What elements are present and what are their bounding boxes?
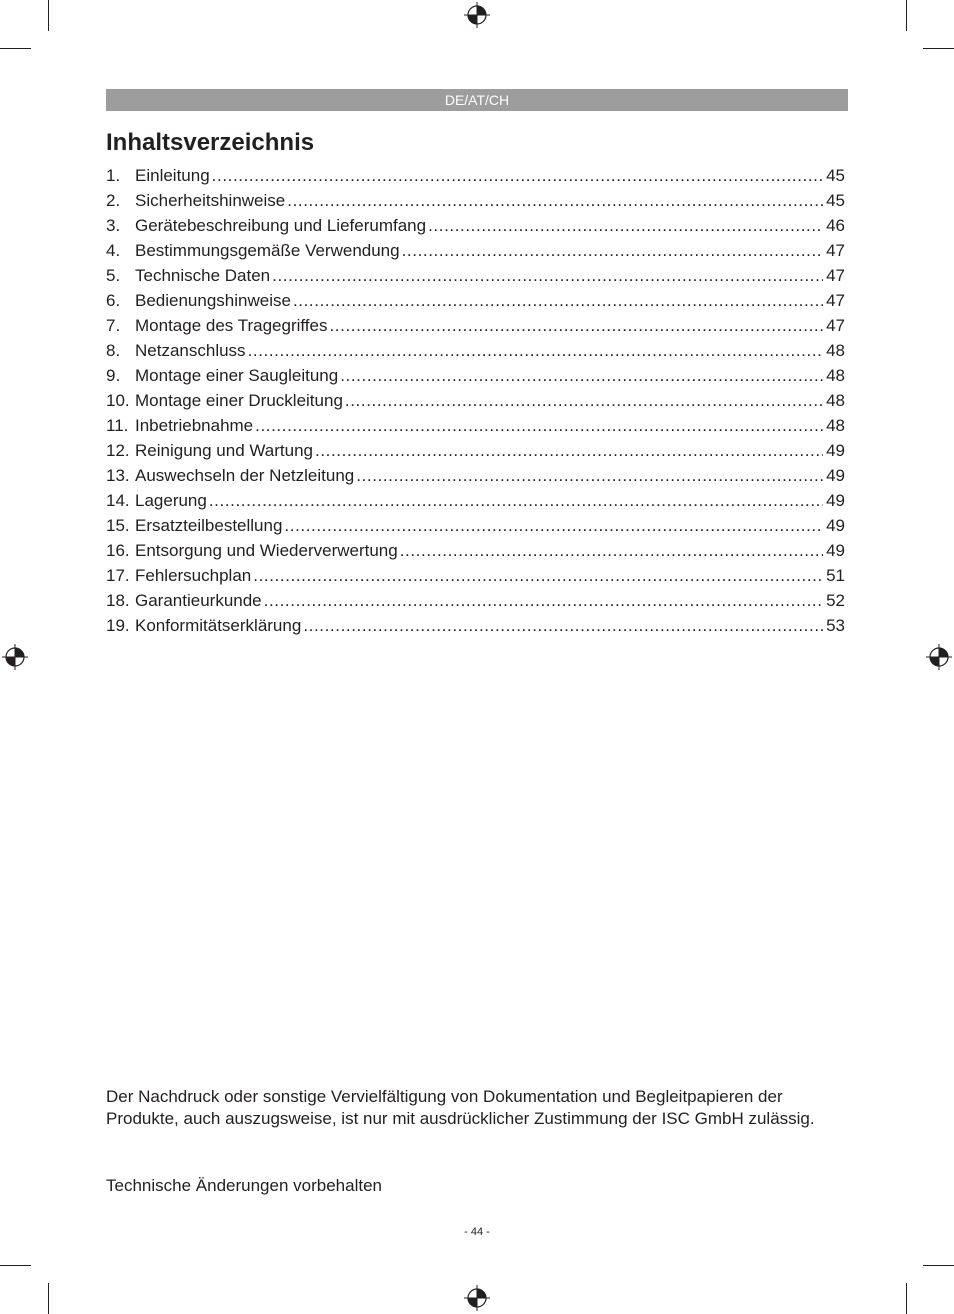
toc-entry[interactable] — [106, 238, 845, 263]
toc-entry-page: 49 — [826, 516, 845, 535]
toc-entry[interactable] — [106, 263, 845, 288]
toc-entry-title: Entsorgung und Wiederverwertung — [135, 541, 398, 560]
registration-mark-icon — [464, 2, 490, 28]
toc-entry[interactable] — [106, 163, 845, 188]
toc-entry-title: Montage einer Saugleitung — [135, 366, 339, 385]
toc-dot-leader — [293, 288, 823, 313]
toc-entry-title: Montage des Tragegriffes — [135, 316, 328, 335]
toc-entry-page: 53 — [826, 616, 845, 635]
toc-entry-page: 49 — [826, 466, 845, 485]
toc-entry-number: 9. — [106, 366, 121, 385]
toc-entry-number: 8. — [106, 341, 121, 360]
crop-mark — [923, 48, 954, 49]
toc-entry-title: Technische Daten — [135, 266, 271, 285]
toc-entry-number: 5. — [106, 266, 121, 285]
toc-entry-number: 4. — [106, 241, 121, 260]
page-title: Inhaltsverzeichnis — [106, 129, 315, 156]
crop-mark — [0, 48, 31, 49]
toc-entry-page: 48 — [826, 416, 845, 435]
toc-dot-leader — [356, 463, 823, 488]
toc-entry[interactable] — [106, 288, 845, 313]
toc-entry-page: 49 — [826, 541, 845, 560]
crop-mark — [0, 1265, 31, 1266]
toc-entry-page: 47 — [826, 266, 845, 285]
technical-changes-note: Technische Änderungen vorbehalten — [106, 1176, 382, 1195]
toc-entry-page: 45 — [826, 166, 845, 185]
toc-entry[interactable] — [106, 513, 845, 538]
toc-entry[interactable] — [106, 338, 845, 363]
toc-entry-title: Montage einer Druckleitung — [135, 391, 343, 410]
toc-entry[interactable] — [106, 363, 845, 388]
toc-entry-page: 47 — [826, 291, 845, 310]
toc-dot-leader — [400, 538, 823, 563]
toc-entry-title: Konformitätserklärung — [135, 616, 302, 635]
toc-entry-title: Bestimmungsgemäße Verwendung — [135, 241, 400, 260]
toc-entry-page: 47 — [826, 241, 845, 260]
toc-entry-page: 51 — [826, 566, 845, 585]
crop-mark — [906, 1283, 907, 1314]
table-of-contents — [106, 163, 845, 638]
toc-entry[interactable] — [106, 588, 845, 613]
toc-entry[interactable] — [106, 488, 845, 513]
toc-entry-number: 3. — [106, 216, 121, 235]
registration-mark-icon — [926, 644, 952, 670]
toc-entry-page: 48 — [826, 366, 845, 385]
toc-dot-leader — [255, 413, 823, 438]
copyright-notice: Der Nachdruck oder sonstige Vervielfältigung von Dokumentation und Begleitpapieren der Produkte, auch auszugsweise, ist nur mit ausdrücklicher Zustimmung der ISC GmbH zulässig. — [106, 1087, 815, 1128]
crop-mark — [923, 1265, 954, 1266]
toc-entry-number: 17. — [106, 566, 130, 585]
toc-entry-title: Lagerung — [135, 491, 207, 510]
toc-entry-title: Einleitung — [135, 166, 210, 185]
toc-entry-page: 52 — [826, 591, 845, 610]
toc-dot-leader — [402, 238, 823, 263]
toc-entry-page: 46 — [826, 216, 845, 235]
toc-entry[interactable] — [106, 388, 845, 413]
toc-entry-number: 15. — [106, 516, 130, 535]
toc-entry[interactable] — [106, 313, 845, 338]
toc-entry[interactable] — [106, 563, 845, 588]
toc-dot-leader — [284, 513, 823, 538]
toc-entry-page: 45 — [826, 191, 845, 210]
toc-dot-leader — [340, 363, 823, 388]
toc-dot-leader — [428, 213, 823, 238]
toc-entry-page: 49 — [826, 441, 845, 460]
toc-entry-page: 49 — [826, 491, 845, 510]
toc-entry-title: Fehlersuchplan — [135, 566, 252, 585]
toc-entry-number: 10. — [106, 391, 130, 410]
toc-entry[interactable] — [106, 463, 845, 488]
crop-mark — [48, 0, 49, 31]
toc-dot-leader — [303, 613, 823, 638]
toc-entry-number: 6. — [106, 291, 121, 310]
toc-entry-number: 12. — [106, 441, 130, 460]
toc-entry-number: 13. — [106, 466, 130, 485]
crop-mark — [906, 0, 907, 31]
toc-dot-leader — [209, 488, 823, 513]
toc-entry[interactable] — [106, 188, 845, 213]
toc-entry-number: 2. — [106, 191, 121, 210]
toc-dot-leader — [345, 388, 823, 413]
page-number: - 44 - — [464, 1226, 490, 1238]
toc-entry-page: 48 — [826, 391, 845, 410]
toc-entry-title: Reinigung und Wartung — [135, 441, 313, 460]
toc-dot-leader — [264, 588, 823, 613]
toc-entry-number: 11. — [106, 416, 129, 435]
toc-entry[interactable] — [106, 438, 845, 463]
toc-entry-title: Garantieurkunde — [135, 591, 262, 610]
toc-entry-title: Bedienungshinweise — [135, 291, 291, 310]
toc-entry-page: 47 — [826, 316, 845, 335]
toc-dot-leader — [272, 263, 823, 288]
toc-entry[interactable] — [106, 538, 845, 563]
toc-dot-leader — [212, 163, 823, 188]
toc-entry-number: 7. — [106, 316, 121, 335]
toc-dot-leader — [248, 338, 824, 363]
toc-entry-page: 48 — [826, 341, 845, 360]
toc-entry-number: 16. — [106, 541, 130, 560]
toc-entry-title: Inbetriebnahme — [135, 416, 254, 435]
toc-entry-title: Gerätebeschreibung und Lieferumfang — [135, 216, 427, 235]
toc-entry-number: 19. — [106, 616, 130, 635]
toc-dot-leader — [329, 313, 823, 338]
toc-entry-number: 18. — [106, 591, 130, 610]
toc-entry[interactable] — [106, 413, 845, 438]
toc-dot-leader — [253, 563, 823, 588]
registration-mark-icon — [2, 644, 28, 670]
toc-entry-number: 1. — [106, 166, 121, 185]
toc-entry-title: Sicherheitshinweise — [135, 191, 286, 210]
crop-mark — [48, 1283, 49, 1314]
toc-entry-title: Netzanschluss — [135, 341, 246, 360]
toc-entry[interactable] — [106, 613, 845, 638]
registration-mark-icon — [464, 1285, 490, 1311]
toc-entry-title: Auswechseln der Netzleitung — [135, 466, 355, 485]
toc-dot-leader — [315, 438, 823, 463]
toc-dot-leader — [287, 188, 823, 213]
toc-entry-number: 14. — [106, 491, 130, 510]
toc-entry-title: Ersatzteilbestellung — [135, 516, 283, 535]
language-bar: DE/AT/CH — [106, 89, 848, 111]
toc-entry[interactable] — [106, 213, 845, 238]
